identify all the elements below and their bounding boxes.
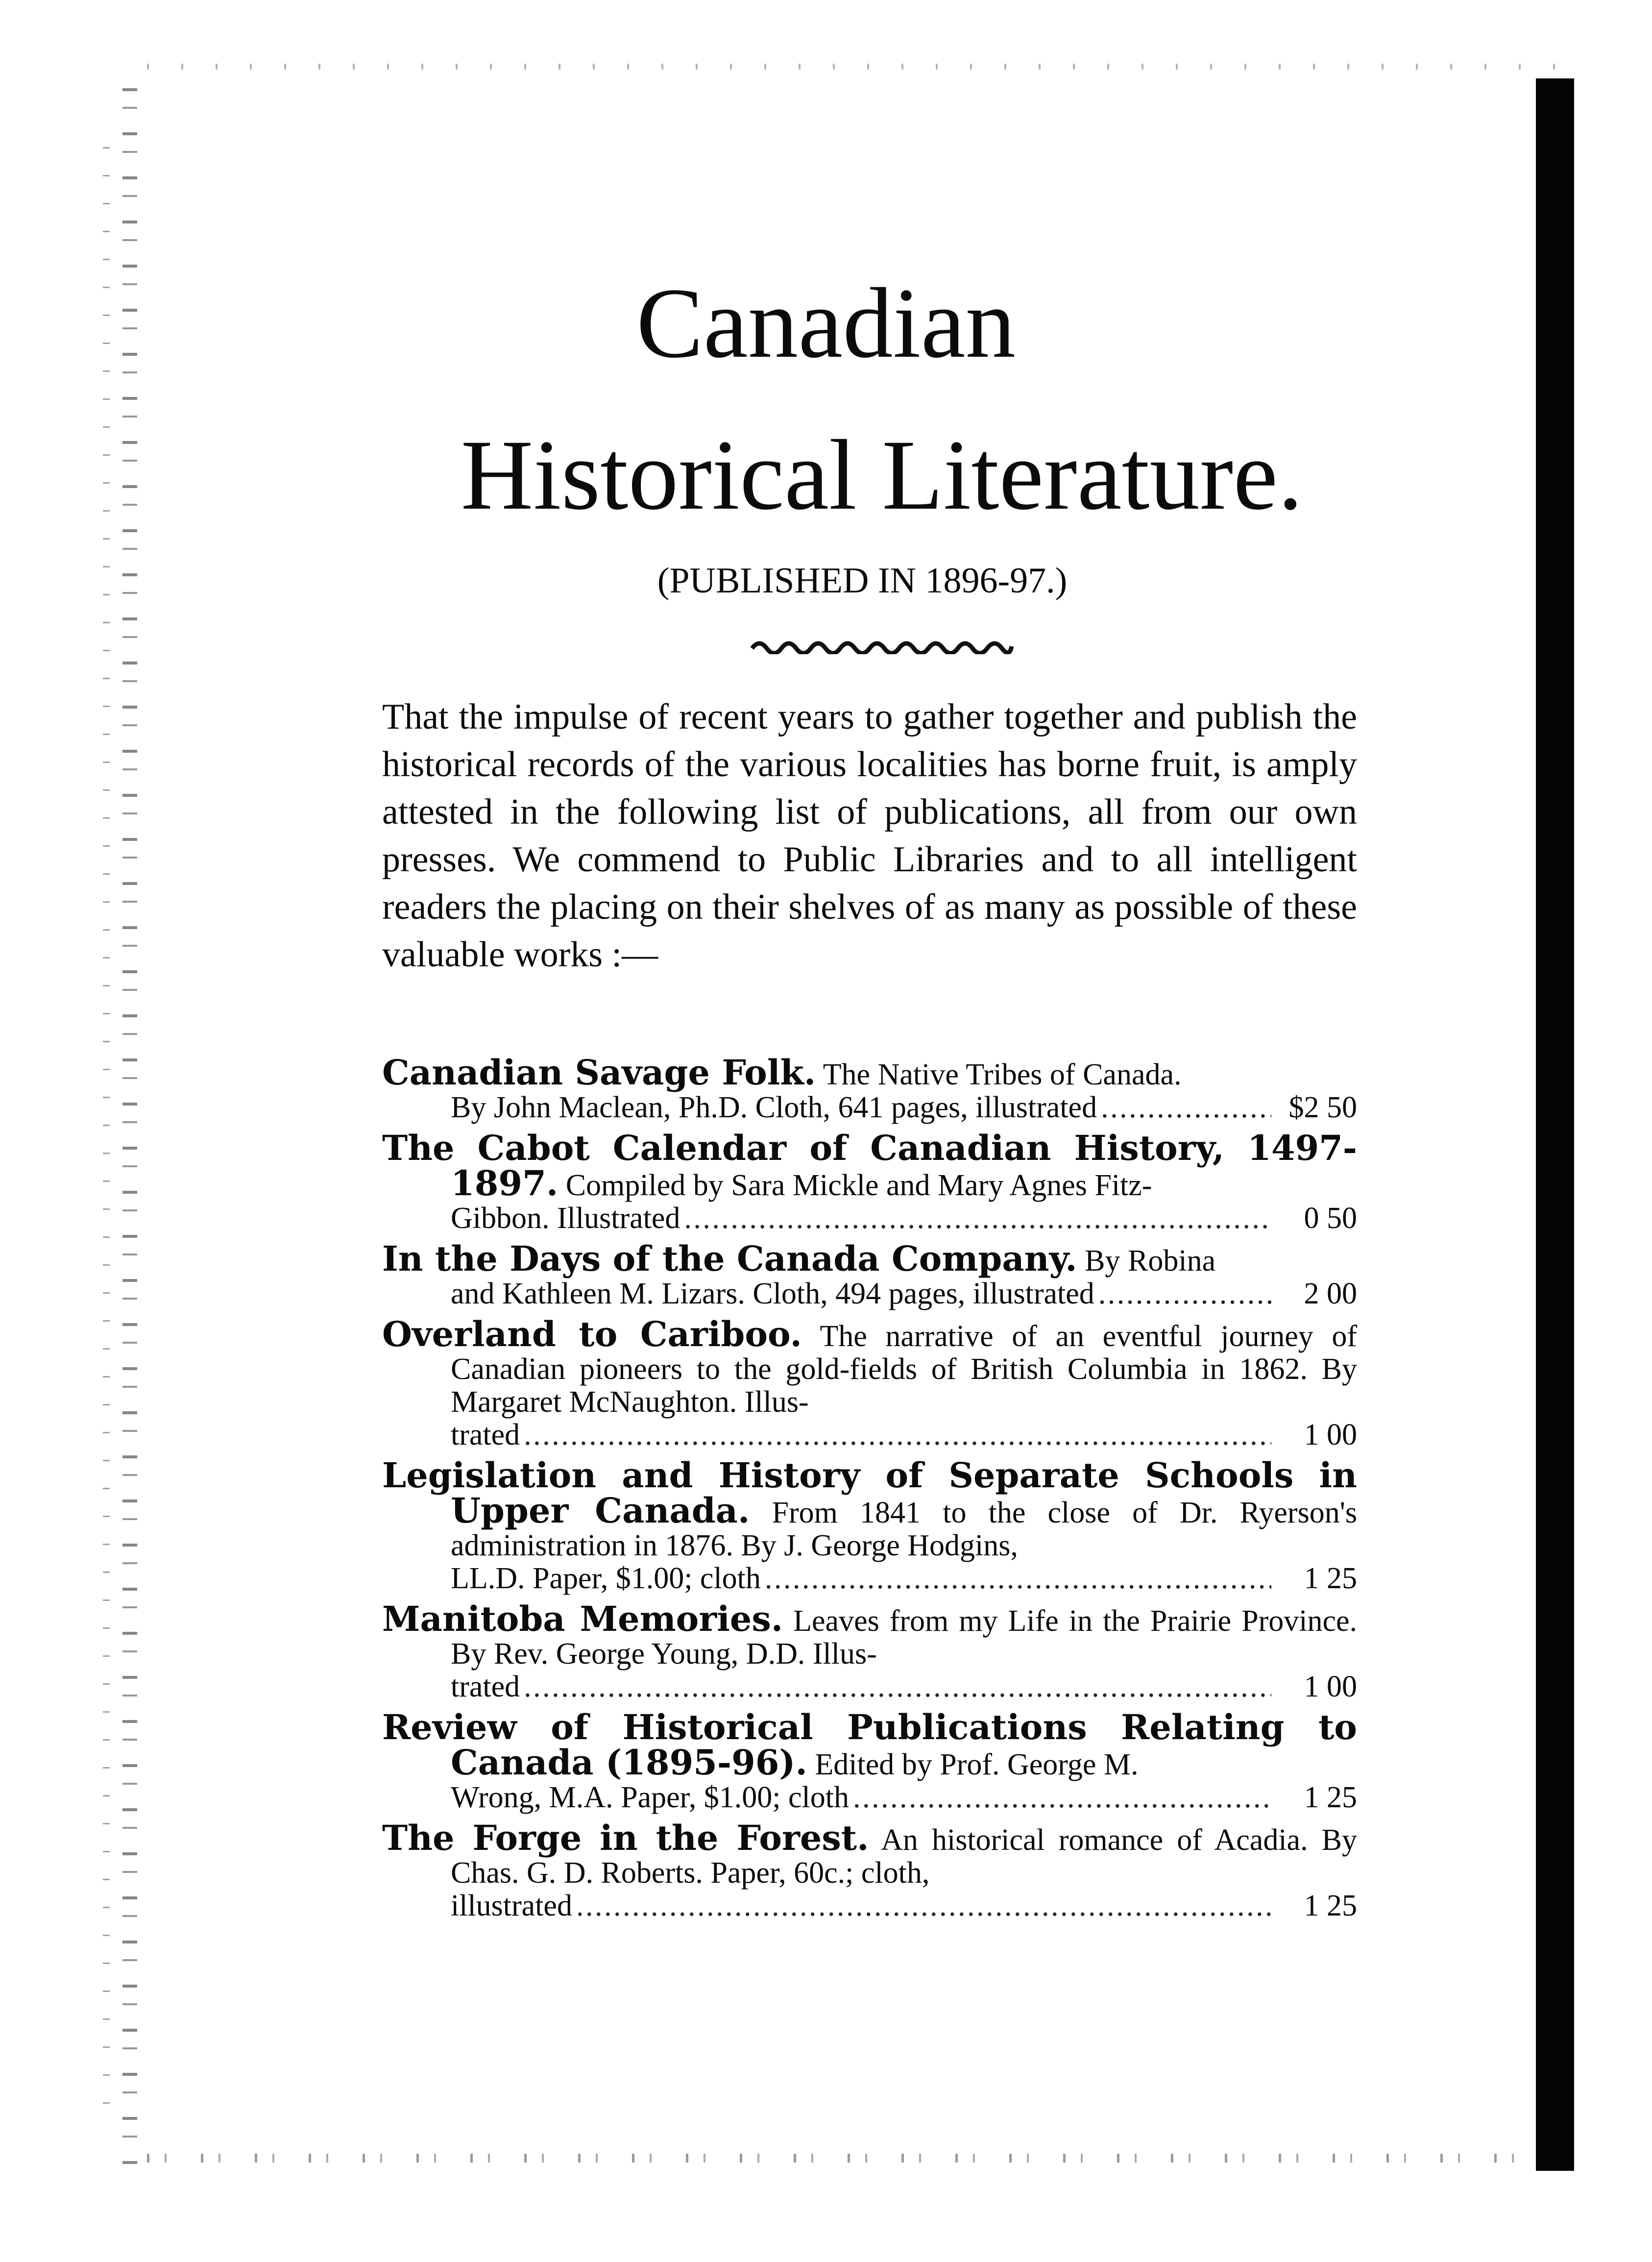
entry-price: 1 25 — [1304, 1889, 1357, 1922]
dot-leader — [684, 1202, 1271, 1235]
entry-text — [382, 1598, 1358, 1671]
entry-details: trated — [451, 1670, 520, 1703]
entry-price: 1 00 — [1304, 1418, 1357, 1451]
entry-title: The Forge in the Forest. — [382, 1818, 869, 1858]
publication-entry — [382, 1707, 1357, 1814]
publication-entry — [382, 1314, 1358, 1451]
publication-years: (PUBLISHED IN 1896-97.) — [657, 561, 1068, 601]
entry-title: Manitoba Memories. — [382, 1598, 783, 1639]
entry-text — [382, 1052, 1357, 1093]
dot-leader — [576, 1890, 1271, 1922]
entry-title: Canadian Savage Folk. — [382, 1052, 816, 1093]
entry-text — [382, 1818, 1357, 1890]
entry-description: An historical romance of Acadia. By Chas. G. D. Roberts. Paper, 60c.; cloth, — [451, 1823, 1357, 1890]
entry-price: 0 50 — [1304, 1202, 1357, 1235]
publication-entry — [382, 1818, 1357, 1922]
entry-details: Gibbon. Illustrated — [451, 1202, 680, 1235]
entry-title: Legislation and History of Separate Schools in Upper Canada. — [382, 1455, 1357, 1531]
entry-description: The narrative of an eventful journey of Canadian pioneers to the gold-fields of British Columbia in 1862. By Margaret McNaughton. Illus- — [451, 1320, 1358, 1419]
entry-price-line — [382, 1781, 1357, 1814]
entry-title: The Cabot Calendar of Canadian History, 1497-1897. — [382, 1128, 1357, 1204]
page-title-line1: Canadian — [636, 268, 1016, 379]
entry-text — [382, 1314, 1358, 1419]
publication-entry — [382, 1052, 1357, 1124]
entry-price-line — [382, 1671, 1357, 1703]
entry-text — [382, 1238, 1357, 1279]
entry-description: Compiled by Sara Mickle and Mary Agnes Fitz- — [565, 1169, 1152, 1202]
entry-details: illustrated — [451, 1889, 572, 1922]
scan-noise-top — [147, 64, 1568, 70]
intro-paragraph: That the impulse of recent years to gather together and publish the historical records of the various localities has borne fruit, is amply attested in the following list of publications, all from our own presses. We commend to Public Libraries and to all intelligent readers the placing on their shelves of as many as possible of these valuable works :— — [382, 697, 1357, 975]
dot-leader — [765, 1562, 1271, 1595]
dot-leader — [1098, 1278, 1271, 1310]
entry-price: 1 00 — [1304, 1670, 1357, 1703]
entry-details: trated — [451, 1418, 520, 1451]
dot-leader — [853, 1781, 1271, 1814]
entry-price: 2 00 — [1304, 1277, 1357, 1310]
entry-text — [382, 1455, 1358, 1562]
entry-price: $2 50 — [1288, 1091, 1357, 1124]
dot-leader — [524, 1419, 1271, 1451]
entry-details: and Kathleen M. Lizars. Cloth, 494 pages, illustrated — [451, 1277, 1094, 1310]
entry-details: LL.D. Paper, $1.00; cloth — [451, 1562, 761, 1595]
wavy-rule-ornament — [750, 635, 1014, 654]
dot-leader — [1101, 1091, 1271, 1124]
entry-description: Leaves from my Life in the Prairie Province. By Rev. George Young, D.D. Illus- — [451, 1604, 1358, 1671]
entry-description: From 1841 to the close of Dr. Ryerson's administration in 1876. By J. George Hodgins, — [451, 1496, 1358, 1562]
scan-noise-left — [122, 88, 137, 2171]
entry-title: Review of Historical Publications Relating to Canada (1895-96). — [382, 1707, 1357, 1783]
dot-leader — [524, 1671, 1271, 1703]
entry-details: Wrong, M.A. Paper, $1.00; cloth — [451, 1781, 849, 1814]
publication-entry — [382, 1455, 1358, 1595]
entry-price-line — [382, 1419, 1357, 1451]
entry-description: Edited by Prof. George M. — [815, 1748, 1139, 1781]
entry-price-line — [382, 1278, 1357, 1310]
entry-text — [382, 1128, 1357, 1204]
entry-text — [382, 1707, 1357, 1783]
entry-description: The Native Tribes of Canada. — [823, 1058, 1182, 1091]
entry-price-line — [382, 1091, 1357, 1124]
entry-price: 1 25 — [1304, 1562, 1357, 1595]
scan-noise-left-inner — [103, 147, 110, 2107]
scan-edge-bar — [1536, 78, 1574, 2171]
entry-price-line — [382, 1202, 1357, 1235]
entry-price: 1 25 — [1304, 1781, 1357, 1814]
entry-title: In the Days of the Canada Company. — [382, 1238, 1077, 1279]
publication-entry — [382, 1128, 1357, 1235]
entry-price-line — [382, 1890, 1357, 1922]
entry-details: By John Maclean, Ph.D. Cloth, 641 pages, illustrated — [451, 1091, 1097, 1124]
publication-entry — [382, 1238, 1357, 1310]
entry-description: By Robina — [1085, 1244, 1216, 1278]
entry-title: Overland to Cariboo. — [382, 1314, 802, 1354]
page-title-line2: Historical Literature. — [461, 419, 1303, 531]
scan-noise-bottom — [147, 2154, 1519, 2163]
publication-list — [382, 1052, 1358, 1930]
publication-entry — [382, 1598, 1358, 1703]
entry-price-line — [382, 1562, 1357, 1595]
